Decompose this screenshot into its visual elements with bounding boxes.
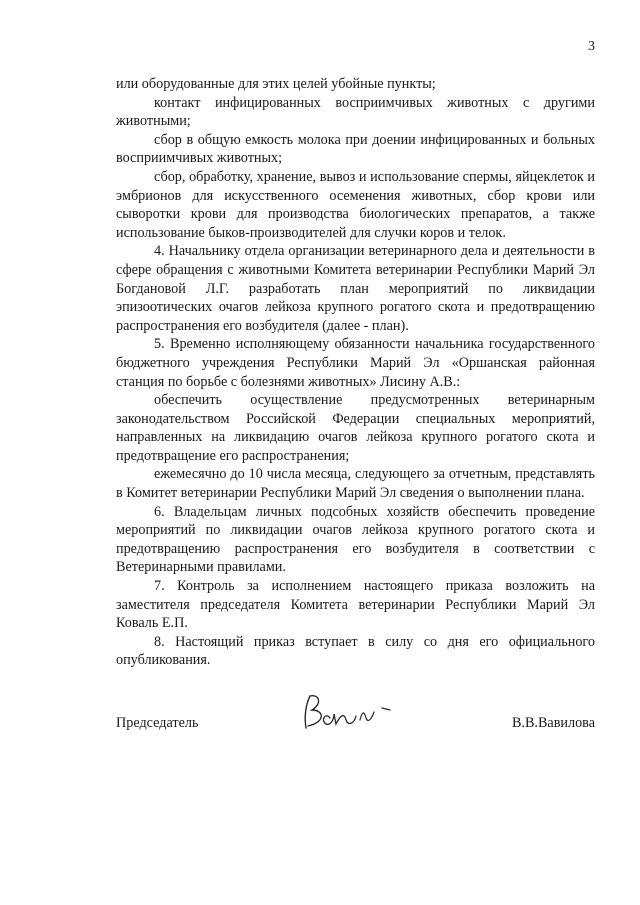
paragraph-clause-5: 5. Временно исполняющему обязанности начальника государственного бюджетного учреждения Республики Марий Эл «Оршанская районная станция по борьбе с болезнями животных» Лисину А.В.: — [116, 336, 595, 390]
page-number: 3 — [588, 39, 595, 54]
paragraph-clause-6: 6. Владельцам личных подсобных хозяйств обеспечить проведение мероприятий по ликвидации очагов лейкоза крупного рогатого скота и предотвращению распространения его возбудителя в соответствии с Ветеринарными правилами. — [116, 503, 595, 576]
paragraph-clause-4: 4. Начальнику отдела организации ветеринарного дела и деятельности в сфере обращения с животными Комитета ветеринарии Республики Марий Эл Богдановой Л.Г. разработать план мероприятий по ликвидации эпизоотических очагов лейкоза крупного рогатого скота и предотвращению распространения его возбудителя (далее - план). — [116, 243, 595, 334]
handwritten-signature — [298, 690, 408, 734]
paragraph-2: контакт инфицированных восприимчивых животных с другими животными; — [116, 94, 595, 130]
signature-block — [116, 690, 595, 750]
signatory-name: В.В.Вавилова — [511, 715, 595, 731]
signatory-title: Председатель — [116, 715, 199, 731]
paragraph-clause-5-item-1: обеспечить осуществление предусмотренных ветеринарным законодательством Российской Федерации специальных мероприятий, направленных на ликвидацию очагов лейкоза крупного рогатого скота и предотвращение его распространения; — [116, 392, 595, 464]
paragraph-clause-7: 7. Контроль за исполнением настоящего приказа возложить на заместителя председателя Комитета ветеринарии Республики Марий Эл Коваль Е.П. — [116, 578, 595, 632]
document-body — [116, 75, 595, 670]
paragraph-1: или оборудованные для этих целей убойные пункты; — [116, 76, 436, 92]
paragraph-clause-8: 8. Настоящий приказ вступает в силу со дня его официального опубликования. — [116, 633, 595, 669]
paragraph-4: сбор, обработку, хранение, вывоз и использование спермы, яйцеклеток и эмбрионов для искусственного осеменения животных, сбор крови или сыворотки крови для производства биологических препаратов, а также использование быков-производителей для случки коров и телок. — [116, 168, 595, 241]
paragraph-clause-5-item-2: ежемесячно до 10 числа месяца, следующего за отчетным, представлять в Комитет ветеринарии Республики Марий Эл сведения о выполнении плана. — [116, 466, 595, 502]
paragraph-3: сбор в общую емкость молока при доении инфицированных и больных восприимчивых животных; — [116, 131, 595, 167]
